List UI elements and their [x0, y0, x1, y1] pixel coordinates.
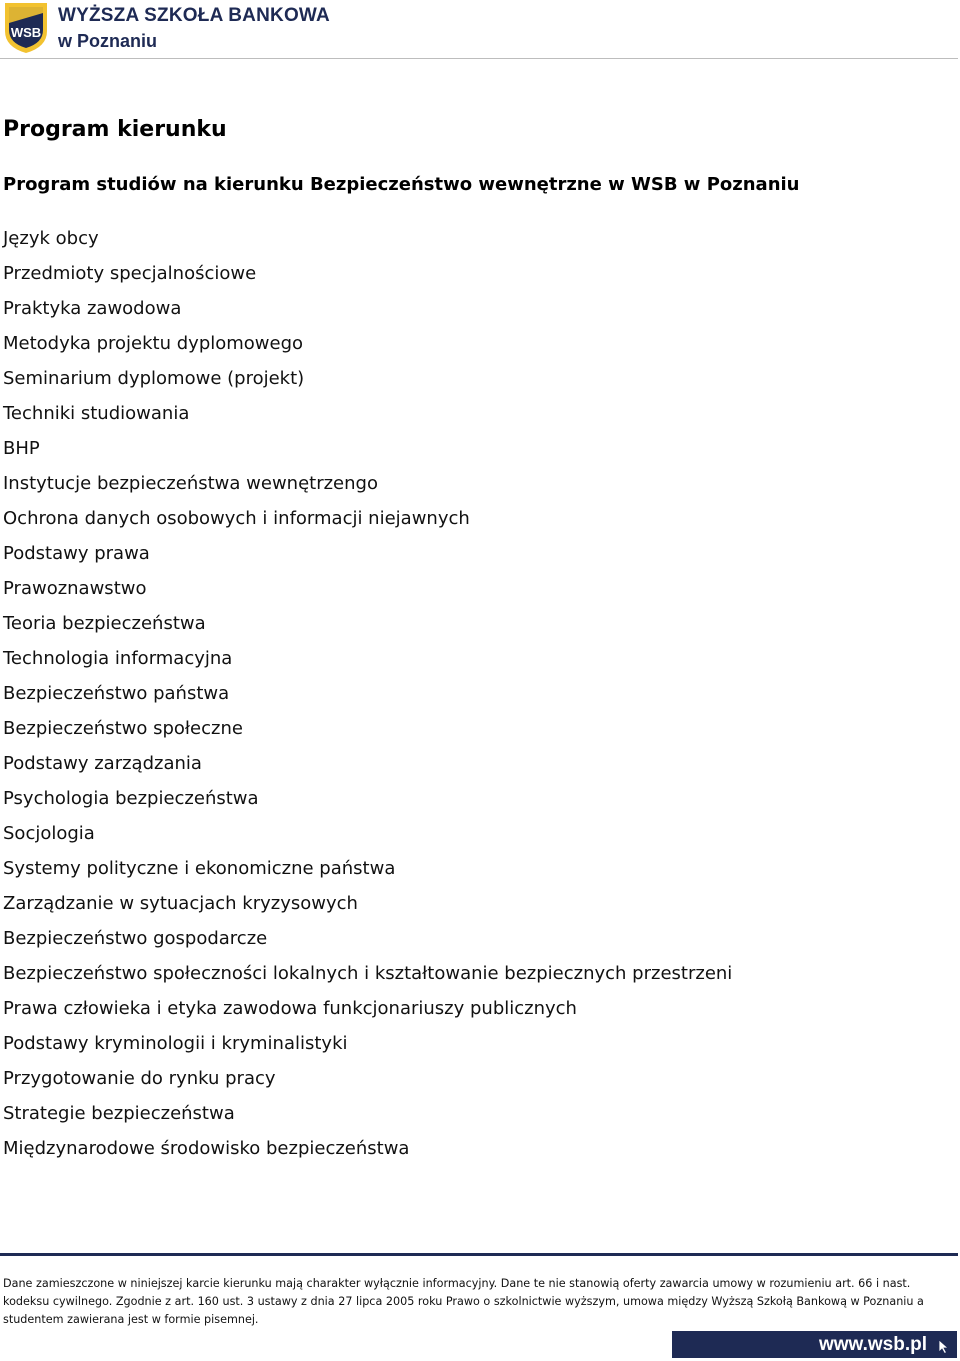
website-link[interactable]: www.wsb.pl	[818, 1334, 927, 1355]
logo-text-line1: WYŻSZA SZKOŁA BANKOWA	[58, 5, 330, 26]
logo-text-line2: w Poznaniu	[58, 31, 157, 51]
course-item: Praktyka zawodowa	[3, 298, 182, 319]
course-item: BHP	[3, 438, 40, 459]
course-item: Seminarium dyplomowe (projekt)	[3, 368, 305, 389]
page-subtitle: Program studiów na kierunku Bezpieczeństwo wewnętrzne w WSB w Poznaniu	[3, 174, 800, 195]
cursor-arrow-icon	[938, 1339, 949, 1354]
course-item: Strategie bezpieczeństwa	[3, 1103, 235, 1124]
course-item: Ochrona danych osobowych i informacji niejawnych	[3, 508, 470, 529]
course-item: Bezpieczeństwo społeczne	[3, 718, 243, 739]
course-item: Technologia informacyjna	[3, 648, 233, 669]
course-item: Podstawy zarządzania	[3, 753, 202, 774]
footer-disclaimer: Dane zamieszczone w niniejszej karcie kierunku mają charakter wyłącznie informacyjny. Dane te nie stanowią oferty zawarcia umowy w rozumieniu art. 66 i nast. kodeksu cywilnego. Zgodnie z art. 160 ust. 3 ustawy z dnia 27 lipca 2005 roku Prawo o szkolnictwie wyższym, umowa między Wyższą Szkołą Bankową w Poznaniu a studentem zawierana jest w formie pisemnej.	[3, 1277, 924, 1326]
course-item: Podstawy prawa	[3, 543, 150, 564]
course-list	[3, 224, 732, 1169]
course-item: Prawa człowieka i etyka zawodowa funkcjonariuszy publicznych	[3, 998, 577, 1019]
course-item: Systemy polityczne i ekonomiczne państwa	[3, 858, 396, 879]
footer-brand-bar	[672, 1331, 957, 1358]
header-divider	[0, 58, 958, 59]
course-item: Język obcy	[3, 228, 99, 249]
logo-initials: WSB	[10, 25, 42, 40]
course-item: Metodyka projektu dyplomowego	[3, 333, 304, 354]
course-item: Instytucje bezpieczeństwa wewnętrzengo	[3, 473, 378, 494]
course-item: Bezpieczeństwo społeczności lokalnych i kształtowanie bezpiecznych przestrzeni	[3, 963, 733, 984]
wsb-shield-icon	[3, 1, 49, 55]
page-header	[0, 0, 960, 60]
course-item: Bezpieczeństwo państwa	[3, 683, 230, 704]
course-item: Bezpieczeństwo gospodarcze	[3, 928, 268, 949]
course-item: Przedmioty specjalnościowe	[3, 263, 257, 284]
course-item: Zarządzanie w sytuacjach kryzysowych	[3, 893, 358, 914]
course-item: Prawoznawstwo	[3, 578, 147, 599]
page-title: Program kierunku	[3, 117, 227, 142]
course-item: Psychologia bezpieczeństwa	[3, 788, 259, 809]
course-item: Przygotowanie do rynku pracy	[3, 1068, 276, 1089]
course-item: Podstawy kryminologii i kryminalistyki	[3, 1033, 348, 1054]
course-item: Teoria bezpieczeństwa	[3, 613, 206, 634]
course-item: Socjologia	[3, 823, 95, 844]
course-item: Międzynarodowe środowisko bezpieczeństwa	[3, 1138, 410, 1159]
footer-divider	[0, 1253, 958, 1256]
course-item: Techniki studiowania	[3, 403, 190, 424]
